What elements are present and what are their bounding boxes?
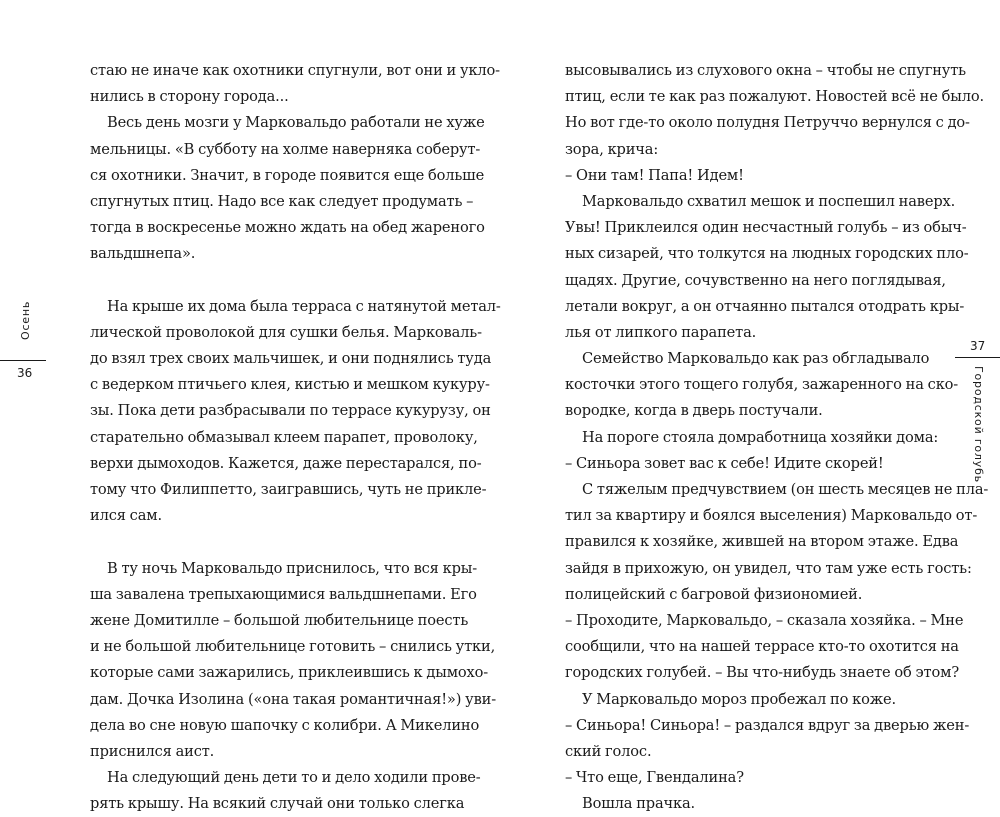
text-line: – Синьора зовет вас к себе! Идите скорей!	[565, 454, 884, 472]
text-line: – Что еще, Гвендалина?	[565, 769, 744, 787]
text-line: зора, крича:	[565, 140, 659, 158]
text-line: – Проходите, Марковальдо, – сказала хозяйка. – Мне	[565, 611, 964, 629]
text-line: тил за квартиру и боялся выселения) Марковальдо от-	[565, 507, 978, 525]
text-line: лической проволокой для сушки белья. Марковаль-	[90, 323, 482, 341]
text-line: летали вокруг, а он отчаянно пытался отодрать кры-	[565, 297, 965, 315]
text-line: спугнутых птиц. Надо все как следует продумать –	[90, 192, 474, 210]
text-line: тому что Филиппетто, заигравшись, чуть не прикле-	[90, 481, 487, 498]
text-line: Весь день мозги у Марковальдо работали не хуже	[107, 114, 485, 132]
text-line: – Они там! Папа! Идем!	[565, 166, 744, 184]
text-line: вородке, когда в дверь постучали.	[565, 402, 823, 420]
text-line: жене Домитилле – большой любительнице поесть	[90, 611, 469, 629]
text-line: до взял трех своих мальчишек, и они поднялись туда	[90, 350, 492, 368]
text-line: стаю не иначе как охотники спугнули, вот они и укло-	[90, 62, 500, 79]
left-running-head: Осень	[19, 300, 32, 340]
right-margin-rule	[955, 357, 1000, 358]
text-line: дела во сне новую шапочку с колибри. А Микелино	[90, 716, 480, 734]
text-line: В ту ночь Марковальдо приснилось, что вся кры-	[107, 559, 478, 577]
text-line: нились в сторону города...	[90, 88, 289, 106]
right-page-number: 37	[970, 339, 986, 353]
text-line: На крыше их дома была терраса с натянутой метал-	[107, 297, 501, 315]
text-line: тогда в воскресенье можно ждать на обед жареного	[90, 219, 485, 237]
text-line: Семейство Марковальдо как раз обгладывало	[582, 350, 930, 368]
right-running-head: Городской голубь	[972, 366, 985, 483]
text-line: высовывались из слухового окна – чтобы не спугнуть	[565, 62, 966, 79]
text-line: ился сам.	[90, 507, 162, 525]
text-line: Вошла прачка.	[582, 795, 696, 813]
text-line: зы. Пока дети разбрасывали по террасе кукурузу, он	[90, 402, 491, 420]
text-line: щадях. Другие, сочувственно на него поглядывая,	[565, 271, 946, 289]
text-line: лья от липкого парапета.	[565, 323, 757, 341]
text-line: ся охотники. Значит, в городе появится еще больше	[90, 166, 485, 184]
text-line: Увы! Приклеился один несчастный голубь – из обыч-	[565, 219, 967, 237]
left-page-number: 36	[17, 366, 33, 380]
text-line: сообщили, что на нашей террасе кто-то охотится на	[565, 638, 959, 656]
text-line: которые сами зажарились, приклеившись к дымохо-	[90, 664, 489, 682]
text-line: зайдя в прихожую, он увидел, что там уже есть гость:	[565, 559, 972, 577]
text-line: мельницы. «В субботу на холме наверняка соберут-	[90, 140, 481, 158]
text-line: городских голубей. – Вы что-нибудь знаете об этом?	[565, 664, 959, 682]
text-line: ский голос.	[565, 742, 652, 760]
text-line: ных сизарей, что толкутся на людных городских пло-	[565, 245, 969, 263]
text-line: У Марковальдо мороз пробежал по коже.	[582, 690, 897, 708]
text-line: На следующий день дети то и дело ходили прове-	[107, 769, 481, 787]
text-line: Марковальдо схватил мешок и поспешил наверх.	[582, 192, 956, 210]
text-line: правился к хозяйке, жившей на втором этаже. Едва	[565, 533, 959, 551]
text-line: вальдшнепа».	[90, 245, 196, 263]
text-line: птиц, если те как раз пожалуют. Новостей всё не было.	[565, 88, 984, 106]
text-line: Но вот где-то около полудня Петруччо вернулся с до-	[565, 114, 970, 132]
left-margin-rule	[0, 360, 46, 361]
text-line: старательно обмазывал клеем парапет, проволоку,	[90, 428, 478, 446]
text-line: с ведерком птичьего клея, кистью и мешком кукуру-	[90, 376, 490, 394]
text-line: полицейский с багровой физиономией.	[565, 585, 863, 603]
text-line: и не большой любительнице готовить – снились утки,	[90, 638, 496, 656]
text-line: – Синьора! Синьора! – раздался вдруг за дверью жен-	[565, 716, 970, 734]
text-line: С тяжелым предчувствием (он шесть месяцев не пла-	[582, 481, 989, 498]
text-line: ша завалена трепыхающимися вальдшнепами. Его	[90, 585, 477, 603]
text-line: приснился аист.	[90, 742, 215, 760]
text-line: На пороге стояла домработница хозяйки дома:	[582, 428, 939, 446]
text-line: косточки этого тощего голубя, зажаренного на ско-	[565, 376, 959, 394]
text-line: дам. Дочка Изолина («она такая романтичная!») уви-	[90, 690, 497, 708]
text-line: верхи дымоходов. Кажется, даже перестарался, по-	[90, 454, 482, 472]
text-line: рять крышу. На всякий случай они только слегка	[90, 795, 465, 813]
